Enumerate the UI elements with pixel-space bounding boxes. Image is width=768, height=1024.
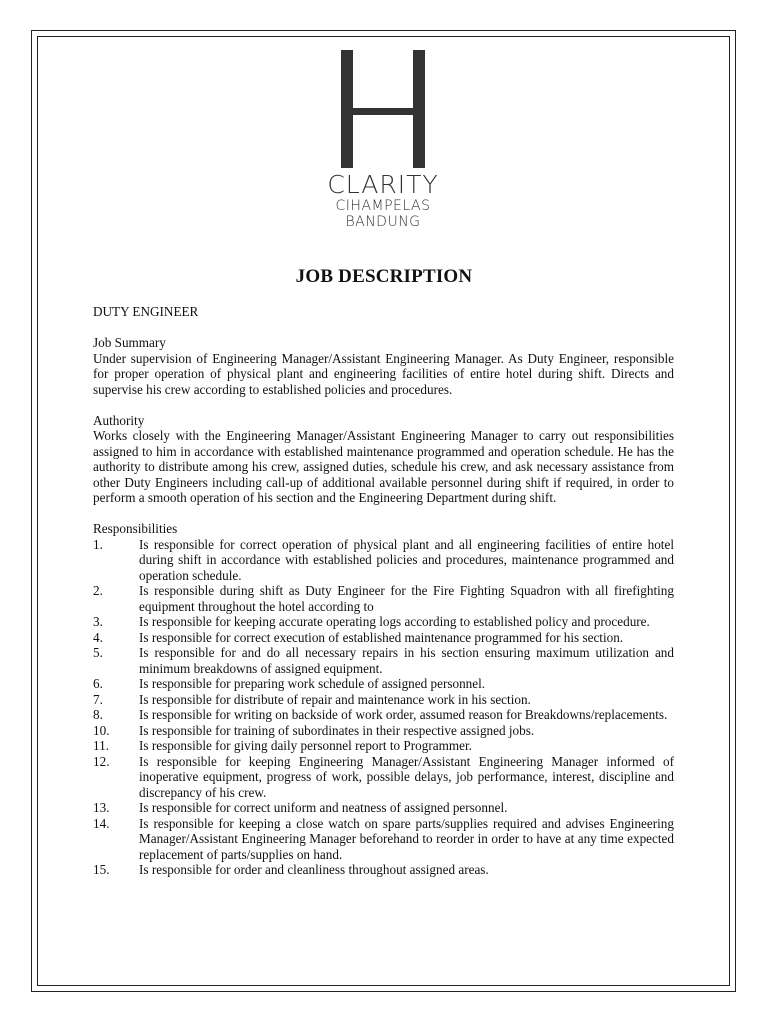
item-text: Is responsible for writing on backside of work order, assumed reason for Breakdowns/replacements. — [139, 707, 668, 722]
list-item — [93, 645, 674, 676]
authority-heading: Authority — [93, 412, 145, 428]
job-summary-text: Under supervision of Engineering Manager/Assistant Engineering Manager. As Duty Engineer, responsible for proper operation of physical plant and engineering facilities of entire hotel during shift. Directs and supervise his crew according to established policies and procedures. — [93, 350, 674, 397]
item-number: 15. — [93, 862, 110, 877]
item-text: Is responsible for preparing work schedule of assigned personnel. — [139, 676, 486, 691]
item-number: 14. — [93, 815, 110, 831]
document-body — [93, 304, 674, 878]
list-item — [93, 800, 674, 816]
item-number: 7. — [93, 691, 103, 707]
item-number: 13. — [93, 800, 110, 815]
item-text: Is responsible during shift as Duty Engineer for the Fire Fighting Squadron with all firefighting equipment throughout the hotel according to — [139, 583, 674, 614]
item-text: Is responsible for correct operation of physical plant and all engineering facilities of entire hotel during shift in accordance with established policies and procedures, maintenance programmed and operation schedule. — [139, 536, 674, 583]
item-number: 11. — [93, 738, 109, 753]
item-text: Is responsible for and do all necessary repairs in his section ensuring maximum utilization and minimum breakdowns of assigned equipment. — [139, 645, 674, 676]
item-text: Is responsible for correct execution of established maintenance programmed for his section. — [139, 629, 624, 645]
list-item — [93, 630, 674, 646]
list-item — [93, 692, 674, 708]
logo-location-line2: BANDUNG — [345, 214, 421, 230]
item-text: Is responsible for distribute of repair and maintenance work in his section. — [139, 691, 531, 707]
responsibilities-list — [93, 537, 674, 878]
responsibilities-heading: Responsibilities — [93, 521, 178, 536]
item-number: 8. — [93, 707, 103, 722]
item-text: Is responsible for keeping accurate operating logs according to established policy and procedure. — [139, 614, 650, 629]
item-number: 10. — [93, 722, 110, 738]
job-summary-heading: Job Summary — [93, 335, 166, 350]
list-item — [93, 816, 674, 863]
item-text: Is responsible for training of subordinates in their respective assigned jobs. — [139, 722, 535, 738]
authority-text: Works closely with the Engineering Manager/Assistant Engineering Manager to carry out responsibilities assigned to him in accordance with established maintenance programmed and operation schedule. He has the authority to distribute among his crew, assigned duties, schedule his crew, and ask necessary assistance from other Duty Engineers including call-up of additional available personnel during shift if required, in order to perform a smooth operation of his section and the Engineering Department during shift. — [93, 428, 674, 505]
position-title: DUTY ENGINEER — [93, 304, 199, 319]
item-number: 4. — [93, 629, 103, 645]
list-item — [93, 707, 674, 723]
list-item — [93, 754, 674, 801]
item-text: Is responsible for keeping a close watch on spare parts/supplies required and advises Engineering Manager/Assistant Engineering Manager beforehand to reorder in order to have at any time expected replacement of parts/supplies on hand. — [139, 815, 674, 862]
hotel-logo — [318, 50, 448, 229]
item-text: Is responsible for correct uniform and neatness of assigned personnel. — [139, 800, 508, 815]
document-title: JOB DESCRIPTION — [295, 266, 473, 287]
item-text: Is responsible for order and cleanliness throughout assigned areas. — [139, 862, 489, 877]
logo-location-line1: CIHAMPELAS — [335, 198, 431, 214]
logo-name: CLARITY — [327, 170, 439, 199]
item-number: 2. — [93, 583, 103, 598]
list-item — [93, 738, 674, 754]
list-item — [93, 614, 674, 630]
list-item — [93, 583, 674, 614]
item-number: 1. — [93, 536, 103, 552]
item-number: 6. — [93, 676, 103, 691]
item-text: Is responsible for keeping Engineering Manager/Assistant Engineering Manager informed of inoperative equipment, progress of work, possible delays, job performance, interest, discipline and discrepancy of his crew. — [139, 753, 674, 800]
list-item — [93, 537, 674, 584]
list-item — [93, 676, 674, 692]
logo-h-mark — [333, 50, 433, 168]
item-number: 3. — [93, 614, 103, 629]
list-item — [93, 862, 674, 878]
item-text: Is responsible for giving daily personnel report to Programmer. — [139, 738, 472, 753]
list-item — [93, 723, 674, 739]
item-number: 12. — [93, 753, 110, 769]
item-number: 5. — [93, 645, 103, 660]
